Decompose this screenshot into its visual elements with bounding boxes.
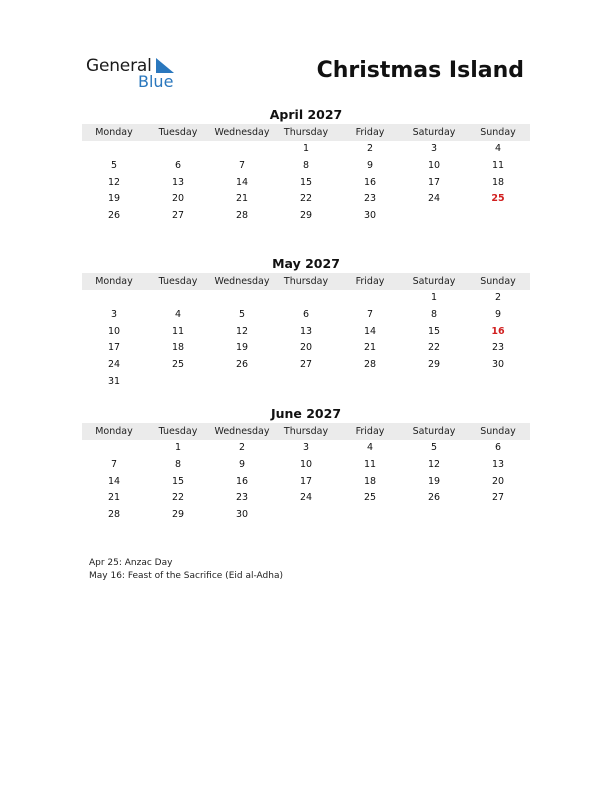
day-cell: 22: [171, 492, 185, 504]
month-weeks: [82, 141, 530, 225]
day-cell: 13: [491, 458, 505, 470]
weekday-label: Monday: [95, 127, 133, 138]
day-cell: 15: [427, 325, 441, 337]
day-cell: 13: [171, 176, 185, 188]
week-row: [82, 507, 530, 524]
month-weeks: [82, 440, 530, 524]
empty-day-cell: [210, 141, 274, 158]
weekday-label: Saturday: [412, 276, 456, 287]
weekday-label: Monday: [95, 276, 133, 287]
weekday-label: Friday: [355, 276, 385, 287]
day-cell: 30: [363, 210, 377, 222]
day-cell: 8: [174, 458, 182, 470]
empty-day-cell: [338, 507, 402, 524]
day-cell: 11: [363, 458, 377, 470]
day-cell: 19: [427, 475, 441, 487]
day-cell: 1: [302, 143, 310, 154]
week-row: [82, 141, 530, 158]
week-row: [82, 158, 530, 175]
day-cell: 15: [171, 475, 185, 487]
day-cell: 22: [427, 342, 441, 354]
empty-day-cell: [466, 507, 530, 524]
empty-day-cell: [146, 374, 210, 391]
day-cell: 15: [299, 176, 313, 188]
day-cell: 1: [174, 442, 182, 453]
day-cell: 10: [427, 159, 441, 171]
weekday-label: Sunday: [480, 127, 516, 138]
month-weeks: [82, 290, 530, 391]
day-cell: 4: [366, 442, 374, 453]
day-cell: 26: [235, 359, 249, 371]
day-cell: 28: [107, 509, 121, 521]
holiday-day-cell: 16: [491, 325, 505, 337]
day-cell: 26: [427, 492, 441, 504]
day-cell: 29: [299, 210, 313, 222]
empty-day-cell: [338, 290, 402, 307]
day-cell: 26: [107, 210, 121, 222]
day-cell: 4: [174, 308, 182, 320]
empty-day-cell: [274, 374, 338, 391]
day-cell: 8: [302, 159, 310, 171]
week-row: [82, 290, 530, 307]
weekday-label: Sunday: [480, 426, 516, 437]
week-row: [82, 440, 530, 457]
day-cell: 27: [491, 492, 505, 504]
weekday-label: Saturday: [412, 426, 456, 437]
day-cell: 6: [494, 442, 502, 453]
weekday-label: Friday: [355, 127, 385, 138]
day-cell: 29: [427, 359, 441, 371]
day-cell: 12: [235, 325, 249, 337]
day-cell: 25: [363, 492, 377, 504]
week-row: [82, 208, 530, 225]
week-row: [82, 357, 530, 374]
day-cell: 10: [299, 458, 313, 470]
day-cell: 18: [171, 342, 185, 354]
month-calendar-june: [82, 406, 530, 524]
day-cell: 29: [171, 509, 185, 521]
empty-day-cell: [82, 440, 146, 457]
weekday-label: Saturday: [412, 127, 456, 138]
day-cell: 2: [238, 442, 246, 453]
brand-logo: [86, 56, 186, 96]
day-cell: 31: [107, 375, 121, 387]
day-cell: 3: [110, 308, 118, 320]
day-cell: 21: [235, 193, 249, 205]
weekday-label: Wednesday: [214, 426, 270, 437]
day-cell: 9: [494, 308, 502, 320]
weekday-label: Wednesday: [214, 127, 270, 138]
empty-day-cell: [82, 141, 146, 158]
day-cell: 1: [430, 292, 438, 303]
empty-day-cell: [338, 374, 402, 391]
logo-text-blue: Blue: [138, 72, 174, 91]
weekday-header: [82, 273, 530, 290]
holiday-note: May 16: Feast of the Sacrifice (Eid al-Adha): [89, 570, 283, 581]
empty-day-cell: [274, 507, 338, 524]
empty-day-cell: [402, 507, 466, 524]
empty-day-cell: [402, 374, 466, 391]
day-cell: 21: [363, 342, 377, 354]
day-cell: 21: [107, 492, 121, 504]
day-cell: 9: [366, 159, 374, 171]
day-cell: 2: [366, 143, 374, 154]
day-cell: 14: [107, 475, 121, 487]
weekday-label: Tuesday: [158, 276, 198, 287]
day-cell: 19: [107, 193, 121, 205]
week-row: [82, 490, 530, 507]
holiday-notes: [89, 557, 283, 582]
day-cell: 11: [491, 159, 505, 171]
day-cell: 2: [494, 292, 502, 303]
day-cell: 28: [235, 210, 249, 222]
day-cell: 23: [363, 193, 377, 205]
week-row: [82, 191, 530, 208]
weekday-label: Friday: [355, 426, 385, 437]
empty-day-cell: [210, 290, 274, 307]
day-cell: 9: [238, 458, 246, 470]
day-cell: 27: [171, 210, 185, 222]
holiday-day-cell: 25: [491, 193, 505, 205]
day-cell: 17: [299, 475, 313, 487]
day-cell: 10: [107, 325, 121, 337]
day-cell: 14: [235, 176, 249, 188]
week-row: [82, 374, 530, 391]
day-cell: 7: [366, 308, 374, 320]
day-cell: 19: [235, 342, 249, 354]
day-cell: 3: [302, 442, 310, 453]
weekday-label: Thursday: [283, 276, 329, 287]
day-cell: 25: [171, 359, 185, 371]
day-cell: 5: [110, 159, 118, 171]
day-cell: 11: [171, 325, 185, 337]
week-row: [82, 307, 530, 324]
empty-day-cell: [82, 290, 146, 307]
day-cell: 17: [427, 176, 441, 188]
day-cell: 5: [238, 308, 246, 320]
weekday-label: Tuesday: [158, 127, 198, 138]
day-cell: 22: [299, 193, 313, 205]
day-cell: 12: [107, 176, 121, 188]
day-cell: 30: [235, 509, 249, 521]
empty-day-cell: [466, 374, 530, 391]
day-cell: 16: [235, 475, 249, 487]
month-title: May 2027: [272, 256, 340, 271]
day-cell: 14: [363, 325, 377, 337]
day-cell: 23: [491, 342, 505, 354]
day-cell: 24: [427, 193, 441, 205]
logo-text-general: General: [86, 56, 152, 76]
empty-day-cell: [402, 208, 466, 225]
holiday-note: Apr 25: Anzac Day: [89, 558, 173, 568]
day-cell: 12: [427, 458, 441, 470]
day-cell: 6: [174, 159, 182, 171]
day-cell: 3: [430, 143, 438, 154]
day-cell: 28: [363, 359, 377, 371]
day-cell: 8: [430, 308, 438, 320]
week-row: [82, 324, 530, 341]
week-row: [82, 457, 530, 474]
day-cell: 17: [107, 342, 121, 354]
day-cell: 23: [235, 492, 249, 504]
day-cell: 7: [110, 458, 118, 470]
week-row: [82, 340, 530, 357]
day-cell: 20: [171, 193, 185, 205]
weekday-label: Thursday: [283, 127, 329, 138]
week-row: [82, 474, 530, 491]
month-calendar-may: [82, 256, 530, 391]
month-calendar-april: [82, 107, 530, 225]
day-cell: 4: [494, 143, 502, 154]
day-cell: 5: [430, 442, 438, 453]
empty-day-cell: [146, 141, 210, 158]
day-cell: 20: [299, 342, 313, 354]
day-cell: 24: [299, 492, 313, 504]
day-cell: 27: [299, 359, 313, 371]
day-cell: 20: [491, 475, 505, 487]
day-cell: 18: [363, 475, 377, 487]
day-cell: 24: [107, 359, 121, 371]
weekday-label: Wednesday: [214, 276, 270, 287]
weekday-label: Sunday: [480, 276, 516, 287]
day-cell: 18: [491, 176, 505, 188]
empty-day-cell: [146, 290, 210, 307]
week-row: [82, 175, 530, 192]
weekday-label: Tuesday: [158, 426, 198, 437]
day-cell: 7: [238, 159, 246, 171]
day-cell: 6: [302, 308, 310, 320]
empty-day-cell: [466, 208, 530, 225]
weekday-label: Thursday: [283, 426, 329, 437]
day-cell: 13: [299, 325, 313, 337]
month-title: April 2027: [269, 107, 343, 122]
country-title: Christmas Island: [316, 58, 524, 83]
weekday-header: [82, 423, 530, 440]
empty-day-cell: [274, 290, 338, 307]
month-title: June 2027: [270, 406, 342, 421]
weekday-header: [82, 124, 530, 141]
day-cell: 16: [363, 176, 377, 188]
day-cell: 30: [491, 359, 505, 371]
weekday-label: Monday: [95, 426, 133, 437]
empty-day-cell: [210, 374, 274, 391]
